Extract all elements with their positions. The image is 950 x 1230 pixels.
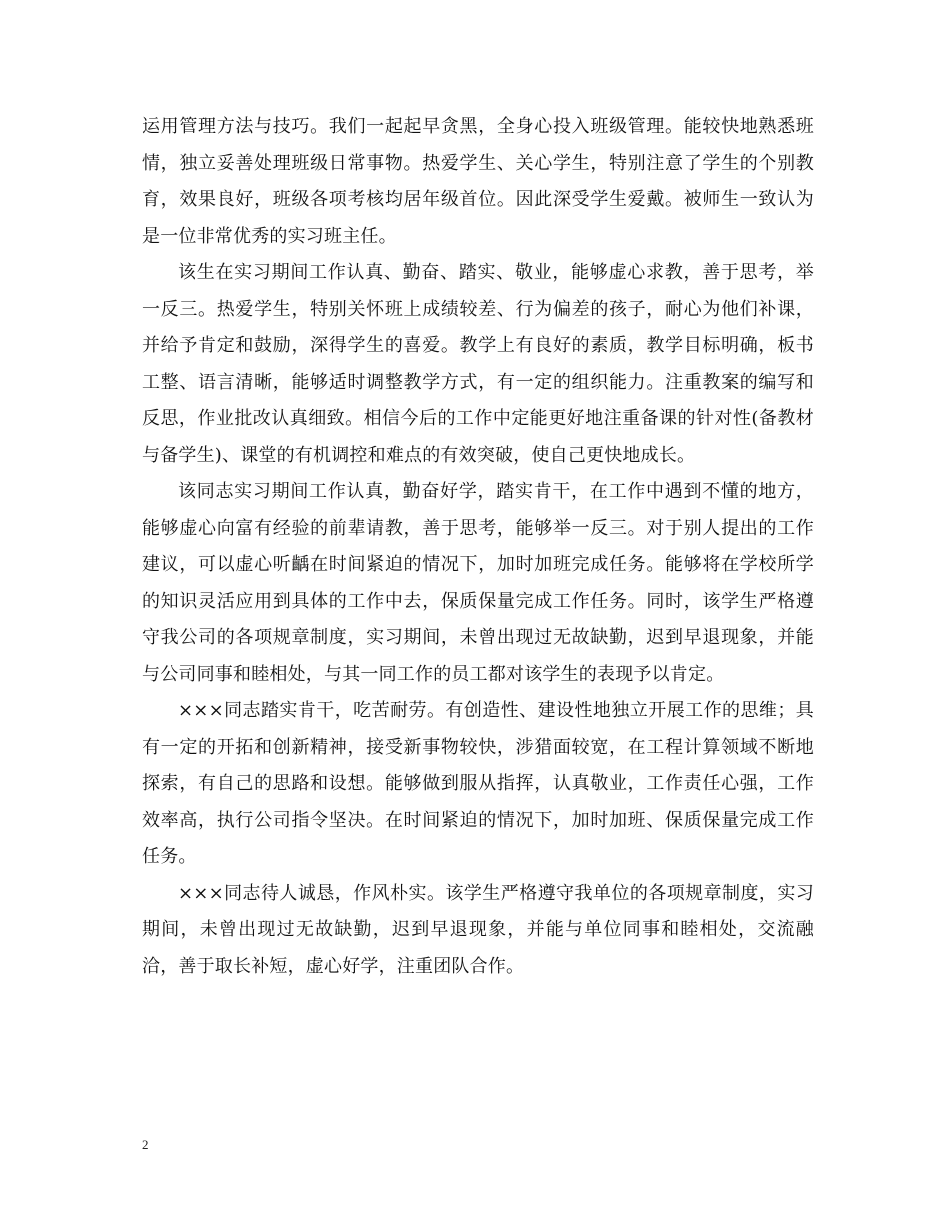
paragraph-4: ×××同志踏实肯干，吃苦耐劳。有创造性、建设性地独立开展工作的思维；具有一定的开拓和创新精神，接受新事物较快，涉猎面较宽，在工程计算领域不断地探索，有自己的思路和设想。能够做到服从指挥，认真敬业，工作责任心强，工作效率高，执行公司指令坚决。在时间紧迫的情况下，加时加班、保质保量完成工作任务。 [142, 700, 814, 867]
paragraph-3: 该同志实习期间工作认真，勤奋好学，踏实肯干，在工作中遇到不懂的地方，能够虚心向富有经验的前辈请教，善于思考，能够举一反三。对于别人提出的工作建议，可以虚心听齲在时间紧迫的情况下，加时加班完成任务。能够将在学校所学的知识灵活应用到具体的工作中去，保质保量完成工作任务。同时，该学生严格遵守我公司的各项规章制度，实习期间，未曾出现过无故缺勤，迟到早退现象，并能与公司同事和睦相处，与其一同工作的员工都对该学生的表现予以肯定。 [142, 481, 814, 685]
paragraph-2: 该生在实习期间工作认真、勤奋、踏实、敬业，能够虚心求教，善于思考，举一反三。热爱学生，特别关怀班上成绩较差、行为偏差的孩子，耐心为他们补课，并给予肯定和鼓励，深得学生的喜爱。教学上有良好的素质，教学目标明确，板书工整、语言清晰，能够适时调整教学方式，有一定的组织能力。注重教案的编写和反思，作业批改认真细致。相信今后的工作中定能更好地注重备课的针对性(备教材与备学生)、课堂的有机调控和难点的有效突破，使自己更快地成长。 [142, 262, 814, 466]
paragraph-1: 运用管理方法与技巧。我们一起起早贪黑，全身心投入班级管理。能较快地熟悉班情，独立妥善处理班级日常事物。热爱学生、关心学生，特别注意了学生的个别教育，效果良好，班级各项考核均居年级首位。因此深受学生爱戴。被师生一致认为是一位非常优秀的实习班主任。 [142, 116, 814, 247]
paragraph-5: ×××同志待人诚恳，作风朴实。该学生严格遵守我单位的各项规章制度，实习期间，未曾出现过无故缺勤，迟到早退现象，并能与单位同事和睦相处，交流融洽，善于取长补短，虚心好学，注重团队合作。 [142, 882, 814, 977]
page-number: 2 [142, 1137, 149, 1152]
document-body [142, 109, 814, 985]
